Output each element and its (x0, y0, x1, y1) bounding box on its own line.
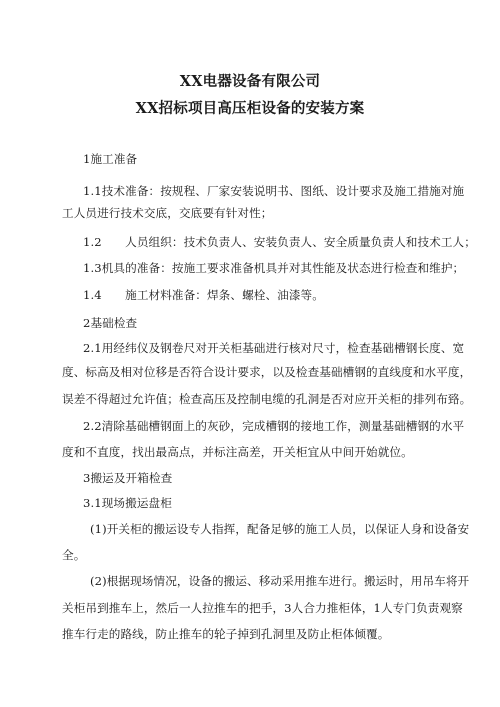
paragraph-line: 1.4 施工材料准备：焊条、螺栓、油漆等。 (83, 288, 324, 302)
paragraph-line: 全。 (62, 548, 86, 562)
paragraph-line: 1.3机具的准备：按施工要求准备机具并对其性能及状态进行检查和维护； (83, 261, 465, 275)
paragraph-line: 推车行走的路线，防止推车的轮子掉到孔洞里及防止柜体倾覆。 (62, 627, 390, 641)
paragraph-line: 关柜吊到推车上，然后一人拉推车的把手，3人合力推柜体，1人专门负责观察 (62, 601, 463, 615)
paragraph-line: 度和不直度，找出最高点，并标注高差，开关柜宜从中间开始就位。 (62, 445, 413, 459)
company-title (0, 70, 500, 91)
paragraph-line: 工人员进行技术交底，交底要有针对性； (62, 206, 273, 220)
paragraph-line: 度、标高及相对位移是否符合设计要求，以及检查基础槽钢的直线度和水平度， (62, 365, 472, 379)
section-heading-1: 1施工准备 (83, 152, 138, 166)
paragraph-line: (1)开关柜的搬运设专人指挥，配备足够的施工人员，以保证人身和设备安 (90, 522, 470, 536)
section-heading-3: 3搬运及开箱检查 (83, 471, 173, 485)
project-title-text: XX招标项目高压柜设备的安装方案 (135, 100, 365, 117)
paragraph-line: 2.1用经纬仪及钢卷尺对开关柜基础进行核对尺寸，检查基础槽钢长度、宽 (83, 341, 465, 355)
project-title (0, 97, 500, 118)
section-heading-2: 2基础检查 (83, 316, 138, 330)
paragraph-line: 1.1技术准备：按规程、厂家安装说明书、图纸、设计要求及施工措施对施 (83, 184, 465, 198)
subsection-heading: 3.1现场搬运盘柜 (83, 496, 172, 510)
paragraph-line: (2)根据现场情况，设备的搬运、移动采用推车进行。搬运时，用吊车将开 (90, 574, 470, 588)
paragraph-line: 误差不得超过允许值；检查高压及控制电缆的孔洞是否对应开关柜的排列布臵。 (62, 392, 472, 406)
paragraph-line: 1.2 人员组织：技术负责人、安装负责人、安全质量负责人和技术工人； (83, 235, 476, 249)
company-title-text: XX电器设备有限公司 (179, 73, 321, 90)
paragraph-line: 2.2清除基础槽钢面上的灰砂，完成槽钢的接地工作，测量基础槽钢的水平 (83, 419, 465, 433)
